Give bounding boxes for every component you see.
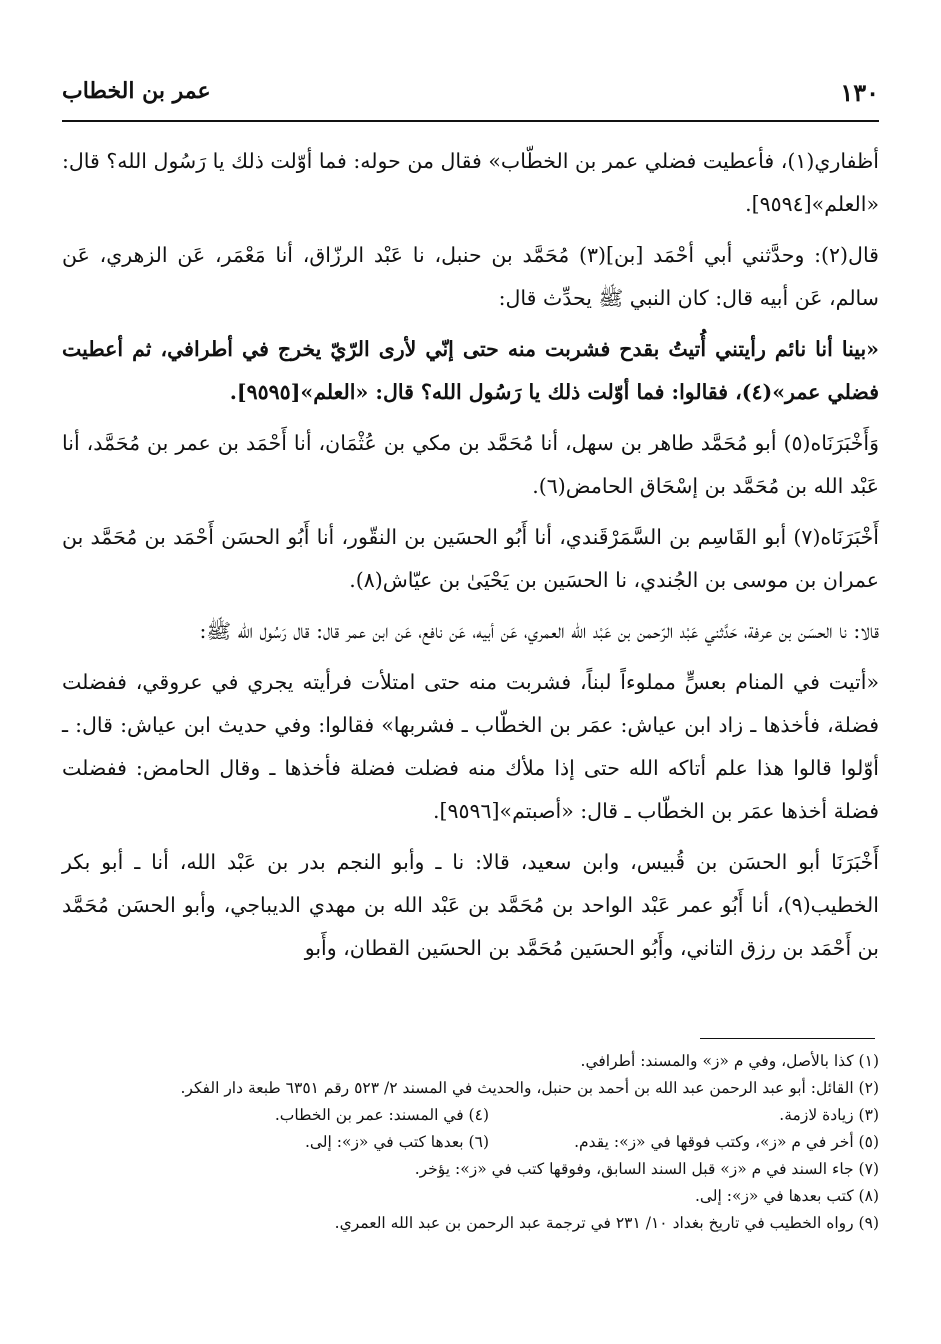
- running-title: عمر بن الخطاب: [62, 78, 211, 104]
- paragraph-8: أَخْبَرَنَا أبو الحسَن بن قُبيس، وابن سعيد، قالا: نا ـ وأبو النجم بدر بن عَبْد الله، أنا ـ أبو بكر الخطيب(٩)، أنا أَبُو عمر عَبْد الواحد بن مُحَمَّد بن عَبْد الله بن مهدي الديباجي، وأبو الحسَن مُحَمَّد بن أَحْمَد بن رزق التاني، وأَبُو الحسَين مُحَمَّد بن الحسَين القطان، وأَبو: [62, 850, 879, 960]
- footnote-6: (٦) بعدها كتب في «ز»: إلى.: [304, 1133, 489, 1151]
- paragraph-3: «بينا أنا نائم رأيتني أُتيتُ بقدح فشربت منه حتى إنّي لأرى الرّيّ يخرج في أطرافي، ثم أعطيت فضلي عمر»(٤)، فقالوا: فما أوّلت ذلك يا رَسُول الله؟ قال: «العلم»[٩٥٩٥].: [62, 337, 879, 404]
- footnote-7: (٧) جاء السند في م «ز» قبل السند السابق، وفوقها كتب في «ز»: يؤخر.: [414, 1160, 879, 1178]
- page-header: [62, 78, 879, 114]
- footnote-9: (٩) رواه الخطيب في تاريخ بغداد ١٠/ ٢٣١ في ترجمة عبد الرحمن بن عبد الله العمري.: [334, 1214, 879, 1232]
- main-text: [62, 140, 879, 978]
- paragraph-6: قالا: نا الحسَن بن عرفة، حَدَّثني عَبْد الرّحمن بن عَبْد الله العمري، عَن أبيه، عَن نافع، عَن ابن عمر قال: قال رَسُول الله ﷺ:: [199, 619, 879, 643]
- footnote-4: (٤) في المسند: عمر بن الخطاب.: [274, 1106, 489, 1124]
- footnote-8: (٨) كتب بعدها في «ز»: إلى.: [694, 1187, 879, 1205]
- footnote-row-5-6: [62, 1129, 879, 1156]
- footnote-1: (١) كذا بالأصل، وفي م «ز» والمسند: أطرافي.: [580, 1052, 879, 1070]
- header-rule: [62, 120, 879, 122]
- footnotes: [62, 1048, 879, 1237]
- footnote-5: (٥) أخر في م «ز»، وكتب فوقها في «ز»: يقدم.: [574, 1133, 879, 1151]
- footnote-3: (٣) زيادة لازمة.: [779, 1106, 879, 1124]
- footnote-2: (٢) القائل: أبو عبد الرحمن عبد الله بن أحمد بن حنبل، والحديث في المسند ٢/ ٥٢٣ رقم ٦٣٥١ طبعة دار الفكر.: [180, 1079, 879, 1097]
- paragraph-1: أظفاري(١)، فأعطيت فضلي عمر بن الخطّاب» فقال من حوله: فما أوّلت ذلك يا رَسُول الله؟ قال: «العلم»[٩٥٩٤].: [62, 149, 879, 216]
- footnote-rule: [700, 1038, 875, 1039]
- footnote-row-3-4: [62, 1102, 879, 1129]
- page-number: ١٣٠: [840, 78, 879, 107]
- paragraph-7: «أتيت في المنام بعسٍّ مملوءاً لبناً، فشربت منه حتى امتلأت فرأيته يجري في عروقي، ففضلت فضلة، فأخذها ـ زاد ابن عياش: عمَر بن الخطّاب ـ فشربها» فقالوا: وفي حديث ابن عياش: قال: ـ أوّلوا قالوا هذا علم أتاكه الله حتى إذا ملأك منه فضلت فضلة فأخذها ـ وقال الحامض: ففضلت فضلة أخذها عمَر بن الخطّاب ـ قال: «أصبتم»[٩٥٩٦].: [62, 670, 879, 823]
- paragraph-2: قال(٢): وحدَّثني أبي أحْمَد [بن](٣) مُحَمَّد بن حنبل، نا عَبْد الرزّاق، أنا مَعْمَر، عَن الزهري، عَن سالم، عَن أبيه قال: كان النبي ﷺ يحدِّث قال:: [62, 243, 879, 310]
- paragraph-4: وَأَخْبَرَنَاه(٥) أبو مُحَمَّد طاهر بن سهل، أنا مُحَمَّد بن مكي بن عُثْمَان، أنا أَحْمَد بن عمر بن مُحَمَّد، أنا عَبْد الله بن مُحَمَّد بن إسْحَاق الحامض(٦).: [62, 431, 879, 498]
- paragraph-5: أَخْبَرَنَاه(٧) أبو القَاسِم بن السَّمَرْقَندي، أنا أَبُو الحسَين بن النقّور، أنا أَبُو الحسَن أَحْمَد بن مُحَمَّد بن عمران بن موسى بن الجُندي، نا الحسَين بن يَحْيَىٰ بن عيّاش(٨).: [62, 525, 879, 592]
